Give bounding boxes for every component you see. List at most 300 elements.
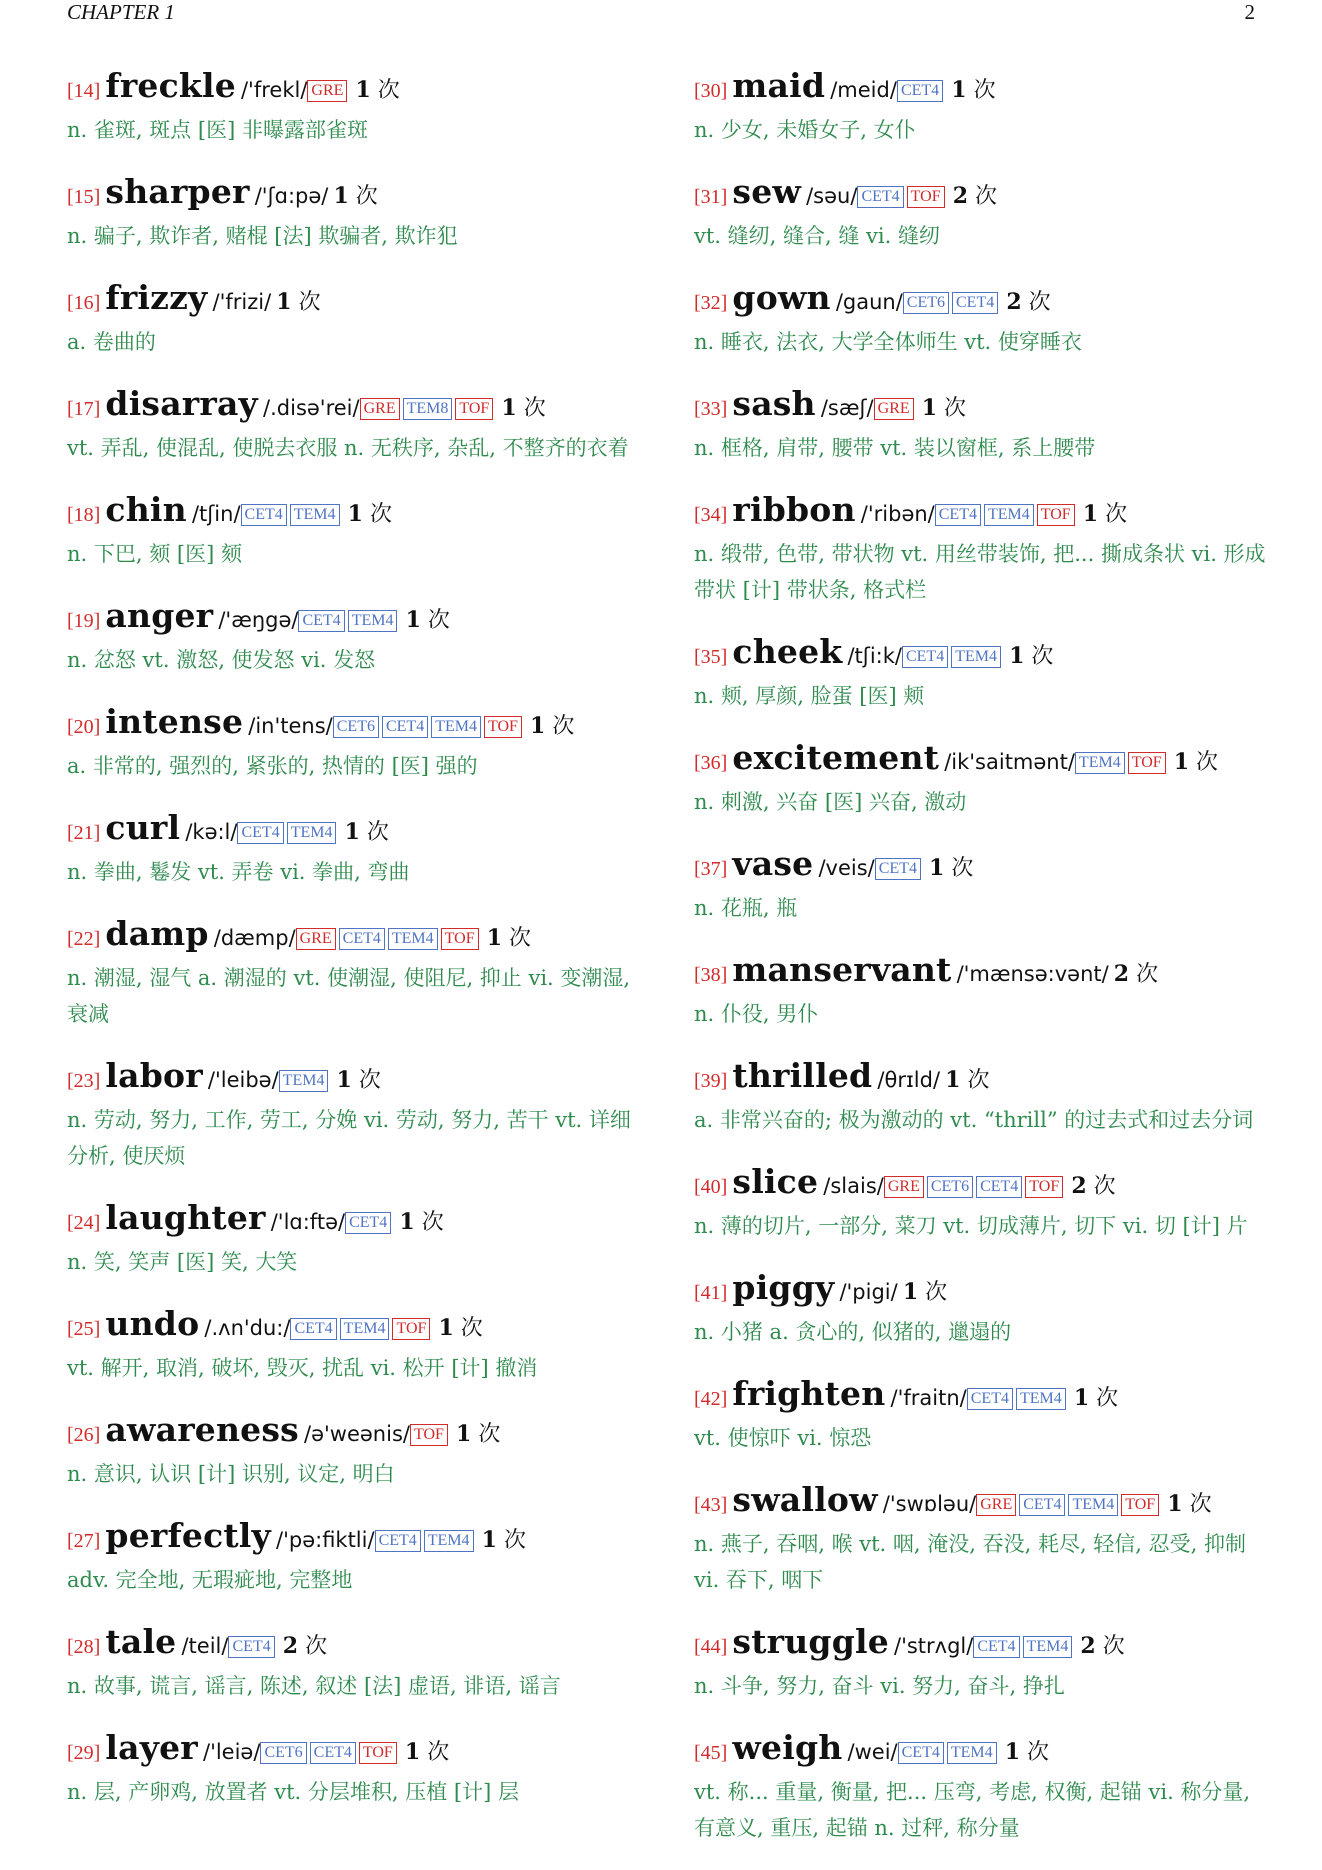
definition: n. 薄的切片, 一部分, 菜刀 vt. 切成薄片, 切下 vi. 切 [计] 片 (694, 1214, 1248, 1238)
entry-headline (67, 1410, 640, 1456)
frequency-count (1006, 290, 1050, 315)
entry-number: [20] (67, 716, 101, 738)
entry-headline (694, 172, 1267, 218)
definition: a. 非常的, 强烈的, 紧张的, 热情的 [医] 强的 (67, 754, 478, 778)
headword: piggy (732, 1268, 835, 1307)
phonetic: /'ribən/ (860, 502, 935, 526)
phonetic: /kə:l/ (185, 820, 238, 844)
frequency-count (953, 184, 997, 209)
count-number: 1 (456, 1421, 472, 1447)
exam-tag: CET4 (298, 610, 344, 632)
count-unit: 次 (421, 1210, 444, 1235)
vocab-entry (67, 808, 640, 890)
left-column (67, 66, 640, 1870)
entry-number: [14] (67, 80, 101, 102)
count-number: 1 (1167, 1491, 1183, 1517)
entry-number: [33] (694, 398, 728, 420)
headword: manservant (732, 950, 952, 989)
vocab-entry (694, 66, 1267, 148)
count-number: 2 (952, 183, 968, 209)
phonetic: /sæʃ/ (820, 396, 874, 420)
entry-headline (67, 1728, 640, 1774)
frequency-count (337, 1068, 381, 1093)
page-number: 2 (1244, 0, 1255, 24)
headword: labor (105, 1056, 203, 1095)
exam-tag: CET6 (260, 1742, 306, 1764)
definition: a. 卷曲的 (67, 330, 156, 354)
definition: n. 颊, 厚颜, 脸蛋 [医] 颊 (694, 684, 925, 708)
entry-number: [36] (694, 752, 728, 774)
entry-headline (67, 1622, 640, 1668)
exam-tag: TEM4 (388, 928, 438, 950)
phonetic: /'leiə/ (203, 1740, 261, 1764)
definition: n. 潮湿, 湿气 a. 潮湿的 vt. 使潮湿, 使阻尼, 抑止 vi. 变潮湿, 衰减 (67, 966, 631, 1026)
vocab-entry (67, 1622, 640, 1704)
frequency-count (276, 290, 320, 315)
vocab-entry (694, 1162, 1267, 1244)
vocab-entry (67, 702, 640, 784)
count-unit: 次 (552, 714, 575, 739)
headword: tale (105, 1622, 177, 1661)
count-unit: 次 (503, 1528, 526, 1553)
headword: laughter (105, 1198, 266, 1237)
headword: excitement (732, 738, 940, 777)
count-number: 1 (333, 183, 349, 209)
entry-number: [38] (694, 964, 728, 986)
entry-headline (67, 808, 640, 854)
definition: n. 花瓶, 瓶 (694, 896, 798, 920)
entry-number: [25] (67, 1318, 101, 1340)
entry-number: [17] (67, 398, 101, 420)
entry-headline (694, 384, 1267, 430)
exam-tag: TEM4 (951, 646, 1001, 668)
vocab-entry (694, 1622, 1267, 1704)
count-unit: 次 (460, 1316, 483, 1341)
exam-tag: CET4 (228, 1636, 274, 1658)
vocab-entry (67, 1516, 640, 1598)
count-unit: 次 (944, 396, 967, 421)
exam-tag: TOF (1128, 752, 1166, 774)
definition: n. 骗子, 欺诈者, 赌棍 [法] 欺骗者, 欺诈犯 (67, 224, 458, 248)
phonetic: /'ʃɑ:pə/ (254, 184, 329, 208)
definition: n. 小猪 a. 贪心的, 似猪的, 邋遢的 (694, 1320, 1012, 1344)
count-unit: 次 (1031, 644, 1054, 669)
entry-headline (694, 490, 1267, 536)
vocab-entry (67, 1410, 640, 1492)
count-unit: 次 (925, 1280, 948, 1305)
phonetic: /'leibə/ (207, 1068, 279, 1092)
frequency-count (1005, 1740, 1049, 1765)
frequency-count (348, 502, 392, 527)
entry-number: [32] (694, 292, 728, 314)
definition: vt. 使惊吓 vi. 惊恐 (694, 1426, 872, 1450)
count-number: 1 (486, 925, 502, 951)
frequency-count (530, 714, 574, 739)
exam-tag: TEM4 (290, 504, 340, 526)
vocab-entry (694, 738, 1267, 820)
count-number: 1 (945, 1067, 961, 1093)
exam-tag: TEM4 (287, 822, 337, 844)
frequency-count (501, 396, 545, 421)
entry-headline (67, 384, 640, 430)
headword: thrilled (732, 1056, 873, 1095)
exam-tag: CET4 (1019, 1494, 1065, 1516)
exam-tag: GRE (874, 398, 914, 420)
phonetic: /tʃi:k/ (847, 644, 902, 668)
definition: n. 仆役, 男仆 (694, 1002, 819, 1026)
entry-number: [27] (67, 1530, 101, 1552)
definition: n. 睡衣, 法衣, 大学全体师生 vt. 使穿睡衣 (694, 330, 1082, 354)
count-unit: 次 (1028, 290, 1051, 315)
entry-number: [35] (694, 646, 728, 668)
count-unit: 次 (377, 78, 400, 103)
definition: vt. 解开, 取消, 破坏, 毁灭, 扰乱 vi. 松开 [计] 撤消 (67, 1356, 538, 1380)
count-unit: 次 (1136, 962, 1159, 987)
definition: n. 故事, 谎言, 谣言, 陈述, 叙述 [法] 虚语, 诽语, 谣言 (67, 1674, 561, 1698)
exam-tag: TOF (441, 928, 479, 950)
exam-tag: CET4 (875, 858, 921, 880)
count-unit: 次 (1189, 1492, 1212, 1517)
exam-tag: TOF (359, 1742, 397, 1764)
phonetic: /tʃin/ (191, 502, 241, 526)
definition: n. 拳曲, 鬈发 vt. 弄卷 vi. 拳曲, 弯曲 (67, 860, 410, 884)
vocab-entry (67, 1728, 640, 1810)
entry-number: [37] (694, 858, 728, 880)
headword: chin (105, 490, 187, 529)
entry-headline (694, 278, 1267, 324)
exam-tag: CET4 (967, 1388, 1013, 1410)
exam-tag: CET4 (241, 504, 287, 526)
headword: sash (732, 384, 816, 423)
count-unit: 次 (1105, 502, 1128, 527)
entry-number: [41] (694, 1282, 728, 1304)
entry-headline (67, 1304, 640, 1350)
headword: undo (105, 1304, 200, 1343)
count-number: 1 (1004, 1739, 1021, 1765)
count-unit: 次 (1027, 1740, 1050, 1765)
phonetic: /'lɑ:ftə/ (270, 1210, 346, 1234)
right-column (694, 66, 1267, 1870)
headword: gown (732, 278, 831, 317)
count-number: 1 (336, 1067, 352, 1093)
exam-tag: CET6 (333, 716, 379, 738)
headword: cheek (732, 632, 843, 671)
headword: disarray (105, 384, 258, 423)
entry-headline (67, 1516, 640, 1562)
exam-tag: CET4 (290, 1318, 336, 1340)
count-number: 2 (1071, 1173, 1087, 1199)
frequency-count (922, 396, 966, 421)
phonetic: /'fraitn/ (890, 1386, 967, 1410)
exam-tag: CET4 (973, 1636, 1019, 1658)
entry-number: [43] (694, 1494, 728, 1516)
entry-headline (694, 66, 1267, 112)
count-unit: 次 (305, 1634, 328, 1659)
exam-tag: TEM4 (1023, 1636, 1073, 1658)
headword: maid (732, 66, 826, 105)
count-unit: 次 (1096, 1386, 1119, 1411)
count-unit: 次 (366, 820, 389, 845)
vocab-entry (694, 278, 1267, 360)
phonetic: /slais/ (823, 1174, 884, 1198)
count-number: 1 (1009, 643, 1025, 669)
frequency-count (903, 1280, 947, 1305)
phonetic: /'æŋgə/ (218, 608, 299, 632)
frequency-count (1114, 962, 1158, 987)
count-unit: 次 (358, 1068, 381, 1093)
vocab-entry (694, 1268, 1267, 1350)
exam-tag: GRE (976, 1494, 1016, 1516)
frequency-count (333, 184, 377, 209)
definition: n. 劳动, 努力, 工作, 劳工, 分娩 vi. 劳动, 努力, 苦干 vt. 详细分析, 使厌烦 (67, 1108, 631, 1168)
vocab-entry (67, 1304, 640, 1386)
vocab-entry (694, 172, 1267, 254)
exam-tag: CET4 (952, 292, 998, 314)
count-number: 1 (355, 77, 371, 103)
exam-tag: TOF (1121, 1494, 1159, 1516)
frequency-count (405, 1740, 449, 1765)
definition: vt. 称... 重量, 衡量, 把... 压弯, 考虑, 权衡, 起锚 vi. 称分量, 有意义, 重压, 起锚 n. 过秤, 称分量 (694, 1780, 1251, 1840)
count-unit: 次 (973, 78, 996, 103)
phonetic: /veis/ (818, 856, 875, 880)
frequency-count (487, 926, 531, 951)
count-unit: 次 (1102, 1634, 1125, 1659)
vocab-entry (67, 914, 640, 1032)
vocab-entry (67, 66, 640, 148)
entry-headline (694, 632, 1267, 678)
definition: n. 意识, 认识 [计] 识别, 议定, 明白 (67, 1462, 395, 1486)
frequency-count (345, 820, 389, 845)
phonetic: /in'tens/ (248, 714, 333, 738)
entry-headline (694, 1622, 1267, 1668)
entry-number: [30] (694, 80, 728, 102)
count-number: 1 (347, 501, 363, 527)
headword: sew (732, 172, 802, 211)
exam-tag: CET6 (927, 1176, 973, 1198)
entry-headline (694, 950, 1267, 996)
count-number: 1 (530, 713, 546, 739)
entry-headline (67, 1056, 640, 1102)
count-unit: 次 (975, 184, 998, 209)
headword: intense (105, 702, 244, 741)
exam-tag: TOF (1025, 1176, 1063, 1198)
frequency-count (482, 1528, 526, 1553)
vocab-entry (67, 1056, 640, 1174)
entry-number: [21] (67, 822, 101, 844)
count-number: 1 (921, 395, 938, 421)
entry-number: [42] (694, 1388, 728, 1410)
frequency-count (406, 608, 450, 633)
frequency-count (283, 1634, 327, 1659)
vocab-entry (694, 1056, 1267, 1138)
vocab-entry (67, 490, 640, 572)
vocab-entry (694, 1728, 1267, 1846)
phonetic: /.ʌn'du:/ (204, 1316, 291, 1340)
definition: n. 忿怒 vt. 激怒, 使发怒 vi. 发怒 (67, 648, 376, 672)
entry-number: [44] (694, 1636, 728, 1658)
headword: frighten (732, 1374, 886, 1413)
entry-headline (694, 1268, 1267, 1314)
exam-tag: TEM4 (348, 610, 398, 632)
exam-tag: GRE (884, 1176, 924, 1198)
entry-headline (67, 172, 640, 218)
exam-tag: CET4 (237, 822, 283, 844)
exam-tag: TEM4 (1075, 752, 1125, 774)
phonetic: /gaun/ (835, 290, 903, 314)
count-unit: 次 (478, 1422, 501, 1447)
vocab-entry (694, 490, 1267, 608)
definition: n. 缎带, 色带, 带状物 vt. 用丝带装饰, 把... 撕成条状 vi. 形成带状 [计] 带状条, 格式栏 (694, 542, 1266, 602)
entry-headline (67, 702, 640, 748)
exam-tag: TOF (392, 1318, 430, 1340)
count-unit: 次 (1093, 1174, 1116, 1199)
phonetic: /θrɪld/ (877, 1068, 941, 1092)
entry-headline (694, 844, 1267, 890)
entry-number: [28] (67, 1636, 101, 1658)
count-number: 1 (405, 607, 421, 633)
entry-number: [22] (67, 928, 101, 950)
headword: damp (105, 914, 209, 953)
frequency-count (951, 78, 995, 103)
frequency-count (355, 78, 399, 103)
entry-number: [18] (67, 504, 101, 526)
count-number: 2 (1113, 961, 1130, 987)
frequency-count (945, 1068, 989, 1093)
definition: a. 非常兴奋的; 极为激动的 vt. “thrill” 的过去式和过去分词 (694, 1108, 1254, 1132)
vocab-entry (694, 384, 1267, 466)
entry-headline (694, 1728, 1267, 1774)
definition: n. 框格, 肩带, 腰带 vt. 装以窗框, 系上腰带 (694, 436, 1096, 460)
entry-headline (694, 1162, 1267, 1208)
exam-tag: GRE (307, 80, 347, 102)
count-unit: 次 (967, 1068, 990, 1093)
entry-number: [23] (67, 1070, 101, 1092)
frequency-count (1167, 1492, 1211, 1517)
count-number: 1 (404, 1739, 421, 1765)
entry-number: [45] (694, 1742, 728, 1764)
vocabulary-columns (67, 66, 1267, 1870)
count-number: 2 (1006, 289, 1022, 315)
headword: vase (732, 844, 814, 883)
phonetic: /dæmp/ (213, 926, 296, 950)
phonetic: /'swɒləu/ (882, 1492, 977, 1516)
frequency-count (1074, 1386, 1118, 1411)
entry-headline (694, 738, 1267, 784)
count-number: 1 (481, 1527, 497, 1553)
headword: ribbon (732, 490, 856, 529)
definition: n. 雀斑, 斑点 [医] 非曝露部雀斑 (67, 118, 368, 142)
entry-number: [40] (694, 1176, 728, 1198)
exam-tag: TEM4 (340, 1318, 390, 1340)
frequency-count (399, 1210, 443, 1235)
exam-tag: TEM4 (279, 1070, 329, 1092)
frequency-count (456, 1422, 500, 1447)
entry-number: [26] (67, 1424, 101, 1446)
count-unit: 次 (355, 184, 378, 209)
count-unit: 次 (951, 856, 974, 881)
count-number: 1 (344, 819, 360, 845)
definition: vt. 缝纫, 缝合, 缝 vi. 缝纫 (694, 224, 940, 248)
headword: slice (732, 1162, 819, 1201)
headword: curl (105, 808, 181, 847)
exam-tag: TOF (484, 716, 522, 738)
entry-headline (694, 1480, 1267, 1526)
phonetic: /'pə:fiktli/ (276, 1528, 375, 1552)
entry-headline (67, 596, 640, 642)
phonetic: /meid/ (830, 78, 897, 102)
exam-tag: TEM8 (403, 398, 453, 420)
entry-number: [15] (67, 186, 101, 208)
entry-headline (694, 1056, 1267, 1102)
entry-number: [16] (67, 292, 101, 314)
definition: adv. 完全地, 无瑕疵地, 完整地 (67, 1568, 353, 1592)
headword: layer (105, 1728, 198, 1767)
exam-tag: CET4 (345, 1212, 391, 1234)
entry-headline (67, 1198, 640, 1244)
count-number: 1 (1082, 501, 1099, 527)
exam-tag: TEM4 (431, 716, 481, 738)
entry-number: [39] (694, 1070, 728, 1092)
count-number: 1 (951, 77, 967, 103)
phonetic: /teil/ (181, 1634, 229, 1658)
headword: struggle (732, 1622, 889, 1661)
count-number: 1 (501, 395, 517, 421)
exam-tag: GRE (296, 928, 336, 950)
frequency-count (1083, 502, 1127, 527)
definition: n. 少女, 未婚女子, 女仆 (694, 118, 916, 142)
phonetic: /'mænsə:vənt/ (956, 962, 1109, 986)
phonetic: /wei/ (847, 1740, 898, 1764)
frequency-count (1071, 1174, 1115, 1199)
exam-tag: TEM4 (1068, 1494, 1118, 1516)
entry-number: [34] (694, 504, 728, 526)
entry-number: [24] (67, 1212, 101, 1234)
definition: n. 刺激, 兴奋 [医] 兴奋, 激动 (694, 790, 967, 814)
vocab-entry (67, 278, 640, 360)
count-number: 1 (399, 1209, 415, 1235)
count-number: 1 (1173, 749, 1190, 775)
exam-tag: TOF (455, 398, 493, 420)
headword: sharper (105, 172, 250, 211)
definition: n. 燕子, 吞咽, 喉 vt. 咽, 淹没, 吞没, 耗尽, 轻信, 忍受, 抑制 vi. 吞下, 咽下 (694, 1532, 1247, 1592)
headword: anger (105, 596, 214, 635)
phonetic: /ik'saitmənt/ (944, 750, 1075, 774)
count-unit: 次 (427, 608, 450, 633)
chapter-title: CHAPTER 1 (67, 0, 175, 24)
vocab-entry (67, 384, 640, 466)
phonetic: /.disə'rei/ (263, 396, 360, 420)
entry-number: [31] (694, 186, 728, 208)
headword: swallow (732, 1480, 878, 1519)
frequency-count (929, 856, 973, 881)
phonetic: /'frizi/ (212, 290, 272, 314)
page-header (67, 0, 1255, 30)
headword: weigh (732, 1728, 843, 1767)
exam-tag: CET6 (903, 292, 949, 314)
exam-tag: CET4 (339, 928, 385, 950)
headword: frizzy (105, 278, 208, 317)
headword: awareness (105, 1410, 299, 1449)
exam-tag: CET4 (976, 1176, 1022, 1198)
exam-tag: CET4 (375, 1530, 421, 1552)
exam-tag: CET4 (897, 80, 943, 102)
definition: n. 下巴, 颏 [医] 颏 (67, 542, 242, 566)
exam-tag: CET4 (310, 1742, 356, 1764)
definition: n. 层, 产卵鸡, 放置者 vt. 分层堆积, 压植 [计] 层 (67, 1780, 519, 1804)
exam-tag: TEM4 (424, 1530, 474, 1552)
phonetic: /'frekl/ (240, 78, 308, 102)
headword: perfectly (105, 1516, 271, 1555)
